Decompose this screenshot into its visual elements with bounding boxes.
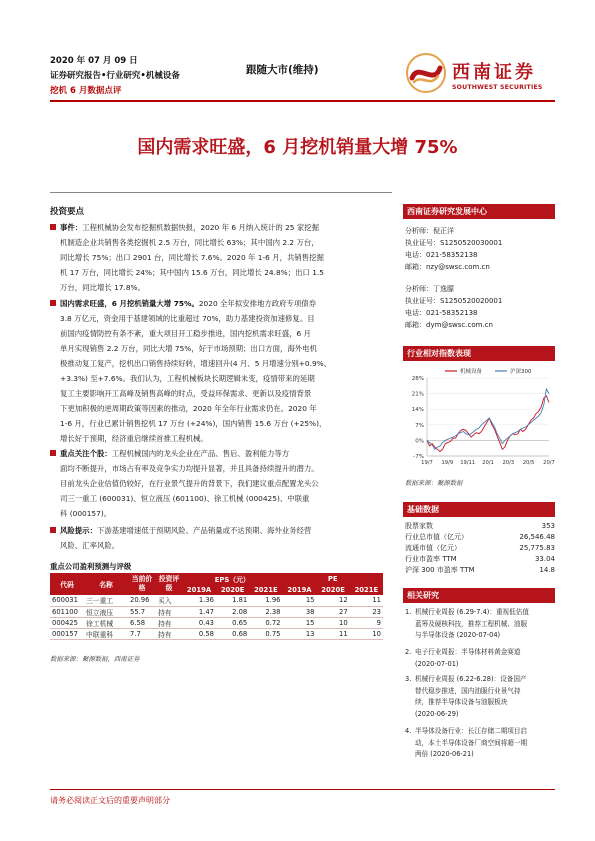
y-tick-label: 14% — [411, 407, 424, 414]
basic-row — [405, 521, 555, 532]
cell-name: 三一重工 — [84, 595, 128, 606]
analyst-name: 分析师：倪正洋 — [405, 227, 454, 235]
related-line: 机械行业周报 (6.29-7.4)：重视低估值 — [415, 608, 529, 616]
cell-code: 600031 — [50, 595, 84, 606]
y-tick-label: 21% — [411, 391, 424, 398]
basic-key: 沪深 300 市盈率 TTM — [405, 566, 475, 574]
related-line: 续，推荐半导体设备与油服板块 — [415, 698, 508, 706]
cell-price: 55.7 — [128, 606, 156, 617]
demand-line: +3.3%) 至+7.6%。我们认为，工程机械板块长期逻辑未变，疫情带来的延期 — [60, 374, 315, 383]
cell-eps: 1.96 — [249, 595, 282, 606]
report-title: 国内需求旺盛，6 月挖机销量大增 75% — [137, 137, 458, 158]
cell-rating: 买入 — [156, 595, 182, 606]
th-eps: EPS（元） — [182, 573, 282, 584]
demand-line: 极推动复工复产，挖机出口销售持续好转，增速回升(4 月、5 月增速分别+0.9%、 — [60, 359, 332, 368]
cell-pe: 10 — [350, 628, 383, 639]
related-item[interactable] — [405, 607, 555, 642]
relative-performance-heading: 行业相对指数表现 — [403, 346, 555, 361]
related-line: (2020-06-29) — [415, 709, 459, 718]
event-line: 机 17 万台，同比增长 24%；其中国内 15.6 万台，同比增长 24.8%；出口 1.5 — [60, 268, 324, 277]
demand-label: 国内需求旺盛，6 月挖机销量大增 75%。 — [60, 299, 199, 308]
basic-key: 行业市盈率 TTM — [405, 555, 457, 563]
related-line: 替代稳步推进，国内油服行业景气持 — [415, 686, 521, 695]
report-date: 2020 年 07 月 09 日 — [50, 56, 138, 66]
report-subtitle: 挖机 6 月数据点评 — [50, 86, 122, 96]
basic-value: 26,546.48 — [519, 533, 555, 541]
analyst-email[interactable]: 邮箱：nzy@swsc.com.cn — [405, 263, 490, 271]
footer-divider — [50, 789, 555, 790]
cell-eps: 2.08 — [216, 606, 249, 617]
basic-key: 行业总市值（亿元） — [405, 533, 468, 541]
cell-name: 中联重科 — [84, 628, 128, 639]
cell-eps: 2.38 — [249, 606, 282, 617]
focus-line: 面均不断提升，市场占有率及竞争实力均提升显著，并且具备持续提升的潜力。 — [60, 464, 319, 473]
chart-source-note: 数据来源：聚源数据 — [405, 479, 463, 487]
x-tick-label: 19/7 — [421, 460, 433, 466]
cell-eps: 0.72 — [249, 617, 282, 628]
demand-line: 复工主要影响开工高峰及销售高峰的时点，受益环保需求、更新以及疫情背景 — [60, 389, 312, 398]
x-tick-label: 19/9 — [441, 460, 454, 466]
risk-line: 风险、汇率风险。 — [60, 541, 120, 550]
basic-value: 14.8 — [539, 566, 555, 574]
basic-value: 353 — [541, 522, 555, 530]
bullet-icon — [50, 450, 56, 456]
legend-label: 沪深300 — [510, 369, 532, 375]
cell-pe: 15 — [282, 595, 316, 606]
cell-pe: 15 — [282, 617, 316, 628]
cell-eps: 0.68 — [216, 628, 249, 639]
analyst-cert: 执业证号：S1250520020001 — [405, 297, 503, 305]
demand-line: 1-6 月，行业已累计销售挖机 17 万台 (+24%)，国内销售 15.6 万台 (+25%)， — [60, 419, 327, 428]
cell-eps: 1.81 — [216, 595, 249, 606]
cell-name: 徐工机械 — [84, 617, 128, 628]
related-line: 蓝筹及硬核科技，推荐工程机械、油服 — [415, 619, 528, 628]
risk-line: 下游基建增速低于预期风险、产品销量或不达预期、海外业务经营 — [96, 526, 312, 535]
basic-key: 股票家数 — [405, 522, 433, 530]
analyst-cert: 执业证号：S1250520030001 — [405, 239, 503, 247]
x-tick-label: 19/11 — [460, 460, 476, 466]
cell-pe: 10 — [316, 617, 349, 628]
stock-table — [50, 573, 383, 640]
cell-eps: 0.65 — [216, 617, 249, 628]
event-line: 万台，同比增长 17.8%。 — [60, 283, 145, 292]
cell-pe: 11 — [350, 595, 383, 606]
header-divider — [50, 100, 555, 102]
table-row — [50, 617, 383, 628]
focus-line: 目前龙头企业估值仍较好，在行业景气提升的背景下，我们建议重点配置龙头公 — [60, 479, 319, 488]
related-line: 机械行业周报 (6.22-6.28)：设备国产 — [415, 675, 527, 683]
y-tick-label: -7% — [413, 454, 424, 460]
related-item[interactable] — [405, 726, 555, 761]
focus-line: 司三一重工 (600031)、恒立液压 (601100)、徐工机械 (000425)、中联重 — [60, 494, 310, 503]
table-row — [50, 595, 383, 606]
cell-pe: 23 — [350, 606, 383, 617]
basic-data-heading: 基础数据 — [403, 502, 555, 517]
th-year: 2020E — [316, 584, 349, 595]
related-number: 1. — [405, 608, 412, 616]
logo-text-en: SOUTHWEST SECURITIES — [452, 84, 543, 91]
basic-value: 33.04 — [534, 555, 555, 563]
cell-price: 7.7 — [128, 628, 156, 639]
th-year: 2020E — [216, 584, 249, 595]
event-line: 机制造企业共销售各类挖掘机 2.5 万台，同比增长 63%；其中国内 2.2 万台， — [60, 238, 319, 247]
analyst-2 — [405, 283, 555, 331]
related-item[interactable] — [405, 674, 555, 720]
risk-paragraph — [50, 523, 392, 553]
y-tick-label: 28% — [411, 376, 424, 382]
y-tick-label: 0% — [415, 438, 424, 445]
event-paragraph — [50, 220, 392, 295]
x-tick-label: 20/1 — [482, 460, 494, 466]
related-research-heading: 相关研究 — [403, 588, 555, 603]
southwest-securities-logo-icon — [404, 52, 448, 94]
cell-eps: 1.36 — [182, 595, 216, 606]
basic-key: 流通市值（亿元） — [405, 544, 461, 552]
cell-rating: 持有 — [156, 628, 182, 639]
focus-line: 科 (000157)。 — [60, 509, 112, 518]
cell-code: 000425 — [50, 617, 84, 628]
analyst-name: 分析师：丁逸朦 — [405, 285, 454, 293]
cell-price: 20.96 — [128, 595, 156, 606]
related-item[interactable] — [405, 647, 555, 670]
bullet-icon — [50, 300, 56, 306]
th-name: 名称 — [84, 573, 128, 595]
th-code: 代码 — [50, 573, 84, 595]
basic-value: 25,775.83 — [519, 544, 555, 552]
research-team-heading: 西南证券研究发展中心 — [403, 204, 555, 219]
analyst-phone: 电话：021-58352138 — [405, 251, 478, 259]
demand-line: 下更加积极的逆周期政策等因素的推动，2020 年全年行业需求仍在。2020 年 — [60, 404, 317, 413]
th-year: 2019A — [182, 584, 216, 595]
cell-pe: 12 — [316, 595, 349, 606]
related-line: 半导体设备行业：长江存储二期项目启 — [415, 727, 528, 735]
th-pe: PE — [282, 573, 383, 584]
event-line: 同比增长 75%；出口 2901 台，同比增长 7.6%。2020 年 1-6 月，共销售挖掘 — [60, 253, 324, 262]
focus-stocks-paragraph — [50, 446, 392, 521]
cell-eps: 0.43 — [182, 617, 216, 628]
cell-rating: 持有 — [156, 606, 182, 617]
x-tick-label: 20/3 — [502, 460, 515, 466]
related-line: 两倍 (2020-06-21) — [415, 750, 474, 758]
th-price: 当前价格 — [128, 573, 156, 595]
related-line: 动，本土半导体设备厂商空间将超一期 — [415, 738, 528, 747]
cell-code: 000157 — [50, 628, 84, 639]
focus-label: 重点关注个股： — [60, 449, 112, 458]
demand-paragraph — [50, 296, 392, 446]
cell-name: 恒立液压 — [84, 606, 128, 617]
related-line: (2020-07-01) — [415, 659, 459, 668]
th-year: 2021E — [350, 584, 383, 595]
cell-eps: 1.47 — [182, 606, 216, 617]
demand-line: 2020 全年拟安排地方政府专项债券 — [198, 299, 317, 308]
cell-pe: 9 — [350, 617, 383, 628]
table-row — [50, 628, 383, 639]
legend-label: 机械设备 — [460, 369, 483, 375]
stock-table-heading: 重点公司盈利预测与评级 — [50, 562, 132, 571]
x-tick-label: 20/5 — [522, 460, 535, 466]
demand-line: 3.8 万亿元，资金用于基建领域的比重超过 70%，助力基建投资加速修复。目 — [60, 314, 315, 323]
th-year: 2019A — [282, 584, 316, 595]
related-line: 与半导体设备 (2020-07-04) — [415, 631, 501, 639]
basic-row — [405, 532, 555, 543]
demand-line: 前国内疫情防控有条不紊，重大项目开工稳步推进，国内挖机需求旺盛，6 月 — [60, 329, 311, 338]
demand-line: 增长好于预期，经济重启继续首推工程机械。 — [60, 434, 208, 443]
analyst-1 — [405, 225, 555, 273]
cell-code: 601100 — [50, 606, 84, 617]
th-year: 2021E — [249, 584, 282, 595]
relative-performance-chart — [403, 364, 555, 472]
analyst-email[interactable]: 邮箱：dym@swsc.com.cn — [405, 321, 493, 329]
x-tick-label: 20/7 — [543, 460, 555, 466]
bullet-icon — [50, 224, 56, 230]
table-row — [50, 606, 383, 617]
table-source-note: 数据来源：聚源数据，西南证券 — [50, 655, 140, 663]
basic-row — [405, 543, 555, 554]
logo-text-cn: 西南证券 — [452, 62, 536, 83]
focus-line: 工程机械国内的龙头企业在产品、售后、盈利能力等方 — [111, 449, 290, 458]
related-number: 3. — [405, 675, 412, 683]
cell-price: 6.58 — [128, 617, 156, 628]
investment-heading: 投资要点 — [50, 207, 85, 217]
analyst-phone: 电话：021-58352138 — [405, 309, 478, 317]
basic-row — [405, 554, 555, 565]
cell-rating: 持有 — [156, 617, 182, 628]
report-category: 证券研究报告•行业研究•机械设备 — [50, 71, 180, 81]
th-rating: 投资评级 — [156, 573, 182, 595]
cell-eps: 0.58 — [182, 628, 216, 639]
series-line-1 — [427, 396, 549, 452]
related-line: 电子行业周报：半导体材料黄金赛道 — [415, 648, 521, 656]
cell-pe: 38 — [282, 606, 316, 617]
event-line: 工程机械协会发布挖掘机数据快报，2020 年 6 月纳入统计的 25 家挖掘 — [82, 223, 320, 232]
risk-label: 风险提示： — [60, 526, 97, 535]
event-label: 事件： — [60, 223, 83, 232]
disclaimer-footer: 请务必阅读正文后的重要声明部分 — [50, 796, 170, 805]
related-number: 4. — [405, 727, 412, 735]
basic-row — [405, 565, 555, 576]
demand-line: 单月实现销售 2.2 万台，同比大增 75%，好于市场预期；出口方面，海外电机 — [60, 344, 317, 353]
industry-rating: 跟随大市(维持) — [246, 64, 319, 76]
y-tick-label: 7% — [415, 422, 424, 429]
cell-pe: 27 — [316, 606, 349, 617]
section-divider — [50, 192, 392, 193]
related-number: 2. — [405, 648, 412, 656]
cell-eps: 0.75 — [249, 628, 282, 639]
cell-pe: 11 — [316, 628, 349, 639]
cell-pe: 13 — [282, 628, 316, 639]
bullet-icon — [50, 527, 56, 533]
